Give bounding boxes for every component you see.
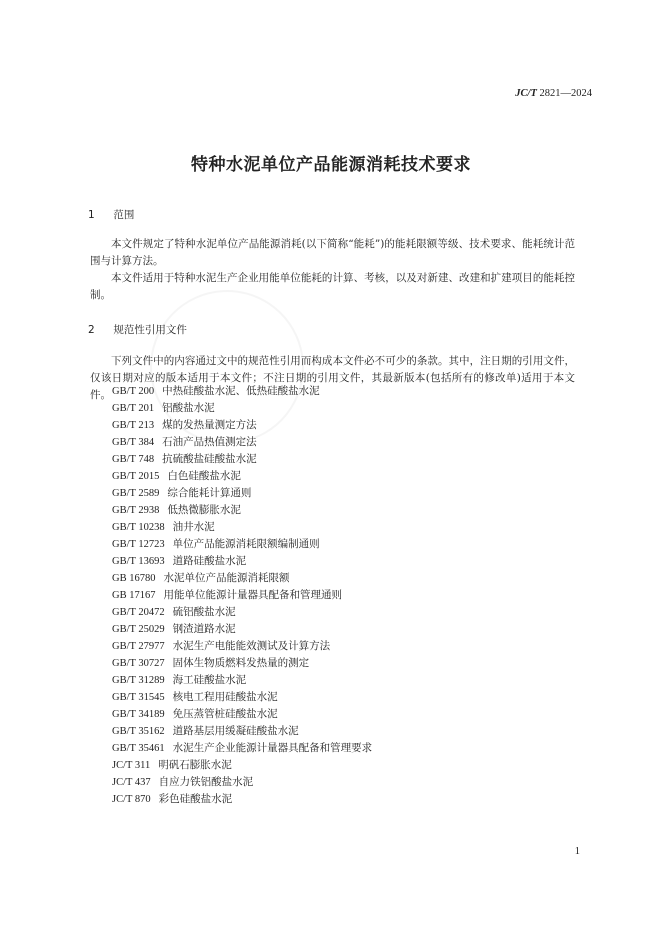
reference-title: 水泥单位产品能源消耗限额 [163, 572, 290, 584]
reference-title: 道路基层用缓凝硅酸盐水泥 [172, 725, 299, 737]
reference-code: GB/T 20472 [112, 607, 165, 618]
reference-title: 固体生物质燃料发热量的测定 [172, 657, 310, 669]
reference-item [112, 417, 572, 434]
reference-title: 单位产品能源消耗限额编制通则 [172, 538, 320, 550]
reference-title: 用能单位能源计量器具配备和管理通则 [163, 589, 342, 601]
reference-item [112, 723, 572, 740]
reference-title: 核电工程用硅酸盐水泥 [172, 691, 278, 703]
document-header [515, 88, 592, 99]
standard-number: 2821—2024 [539, 88, 592, 99]
reference-title: 海工硅酸盐水泥 [172, 674, 247, 686]
reference-item [112, 570, 572, 587]
reference-title: 中热硅酸盐水泥、低热硅酸盐水泥 [162, 385, 320, 397]
reference-item [112, 689, 572, 706]
reference-code: GB/T 384 [112, 437, 155, 448]
reference-code: GB/T 10238 [112, 522, 165, 533]
reference-item [112, 536, 572, 553]
reference-code: GB/T 31289 [112, 675, 165, 686]
reference-item [112, 587, 572, 604]
reference-item [112, 502, 572, 519]
reference-code: GB/T 201 [112, 403, 155, 414]
section-heading-references [88, 322, 187, 337]
section-number: 1 [88, 209, 95, 221]
reference-code: GB/T 200 [112, 386, 155, 397]
reference-code: GB/T 13693 [112, 556, 165, 567]
reference-title: 硫铝酸盐水泥 [172, 606, 236, 618]
reference-item [112, 485, 572, 502]
reference-code: GB/T 31545 [112, 692, 165, 703]
reference-item [112, 638, 572, 655]
reference-code: GB/T 27977 [112, 641, 165, 652]
reference-item [112, 468, 572, 485]
reference-title: 道路硅酸盐水泥 [172, 555, 247, 567]
reference-title: 彩色硅酸盐水泥 [158, 793, 233, 805]
reference-title: 抗硫酸盐硅酸盐水泥 [162, 453, 257, 465]
reference-item [112, 706, 572, 723]
reference-title: 白色硅酸盐水泥 [167, 470, 241, 482]
standard-code: JC/T [515, 88, 537, 99]
reference-code: GB/T 2938 [112, 505, 160, 516]
reference-code: GB/T 2589 [112, 488, 160, 499]
reference-title: 水泥生产电能能效测试及计算方法 [172, 640, 331, 652]
reference-code: JC/T 311 [112, 760, 151, 771]
reference-code: GB/T 30727 [112, 658, 165, 669]
reference-code: JC/T 437 [112, 777, 151, 788]
reference-title: 钢渣道路水泥 [172, 623, 236, 635]
reference-item [112, 655, 572, 672]
reference-item [112, 740, 572, 757]
reference-item [112, 621, 572, 638]
references-list [112, 383, 572, 808]
references-intro-paragraph: 下列文件中的内容通过文中的规范性引用而构成本文件必不可少的条款。其中，注日期的引用文件，仅该日期对应的版本适用于本文件；不注日期的引用文件，其最新版本(包括所有的修改单)适用于本文件。 [90, 355, 575, 401]
scope-paragraph-1: 本文件规定了特种水泥单位产品能源消耗(以下简称“能耗”)的能耗限额等级、技术要求、能耗统计范围与计算方法。 [90, 238, 575, 267]
reference-title: 油井水泥 [172, 521, 215, 533]
reference-title: 水泥生产企业能源计量器具配备和管理要求 [172, 742, 373, 754]
reference-title: 免压蒸管桩硅酸盐水泥 [172, 708, 278, 720]
section-number: 2 [88, 324, 95, 336]
reference-item [112, 604, 572, 621]
section-title: 规范性引用文件 [113, 324, 187, 336]
reference-title: 铝酸盐水泥 [162, 402, 215, 414]
section-heading-scope [88, 207, 134, 222]
reference-item [112, 434, 572, 451]
reference-code: GB/T 748 [112, 454, 155, 465]
reference-item [112, 553, 572, 570]
section-title: 范围 [113, 209, 135, 221]
document-title: 特种水泥单位产品能源消耗技术要求 [191, 155, 471, 175]
reference-item [112, 672, 572, 689]
reference-title: 煤的发热量测定方法 [162, 419, 257, 431]
reference-code: GB/T 25029 [112, 624, 165, 635]
reference-code: GB 17167 [112, 590, 156, 601]
reference-code: GB/T 34189 [112, 709, 165, 720]
reference-code: GB/T 12723 [112, 539, 165, 550]
reference-item [112, 757, 572, 774]
scope-paragraph-2: 本文件适用于特种水泥生产企业用能单位能耗的计算、考核，以及对新建、改建和扩建项目的能耗控制。 [90, 272, 575, 301]
reference-item [112, 791, 572, 808]
reference-item [112, 519, 572, 536]
reference-title: 综合能耗计算通则 [167, 487, 252, 499]
reference-item [112, 451, 572, 468]
reference-code: GB/T 213 [112, 420, 155, 431]
reference-item [112, 774, 572, 791]
reference-code: GB/T 35162 [112, 726, 165, 737]
reference-title: 低热微膨胀水泥 [167, 504, 241, 516]
reference-title: 明矾石膨胀水泥 [158, 759, 232, 771]
reference-title: 自应力铁铝酸盐水泥 [158, 776, 254, 788]
reference-code: GB 16780 [112, 573, 156, 584]
reference-code: GB/T 35461 [112, 743, 165, 754]
reference-item [112, 400, 572, 417]
reference-code: JC/T 870 [112, 794, 151, 805]
reference-title: 石油产品热值测定法 [162, 436, 257, 448]
reference-code: GB/T 2015 [112, 471, 160, 482]
reference-item [112, 383, 572, 400]
page-number: 1 [574, 846, 580, 857]
